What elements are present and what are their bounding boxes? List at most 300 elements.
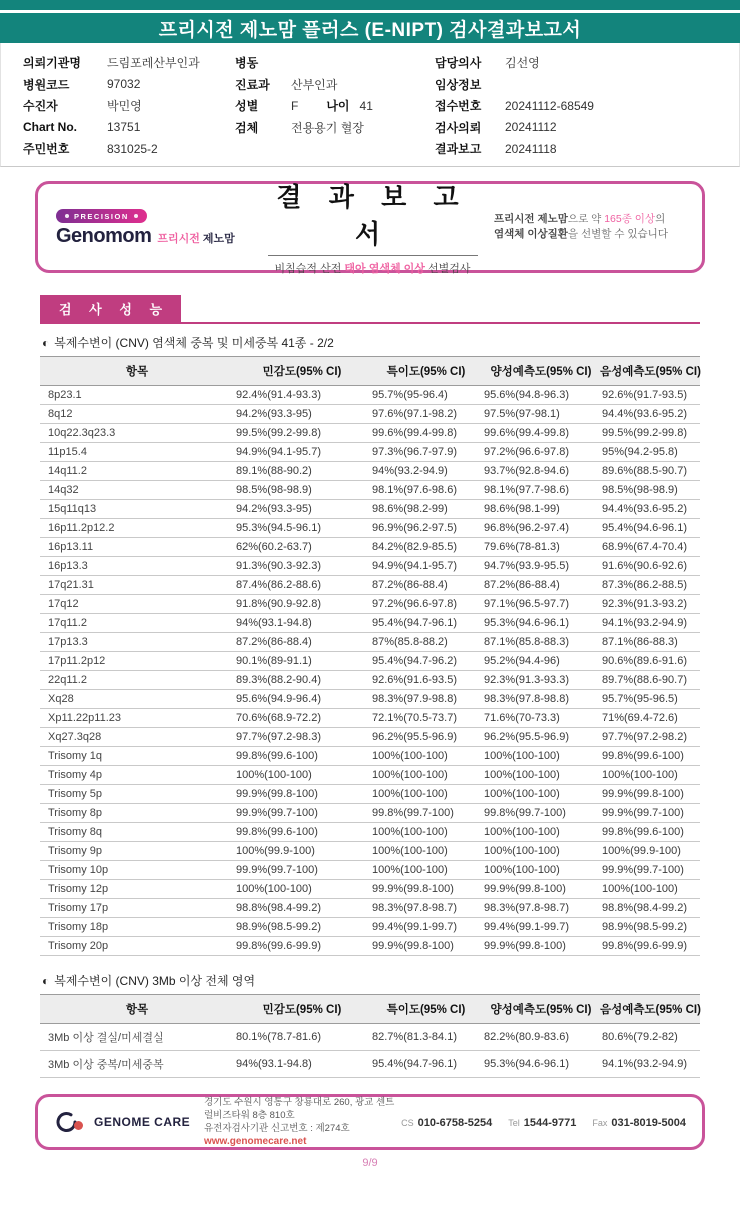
info-field	[23, 140, 158, 157]
info-row	[23, 74, 235, 96]
info-row	[23, 138, 235, 160]
note-bold-2: 염색체 이상질환	[494, 227, 568, 240]
field-label: 성별	[235, 99, 259, 114]
footer-address: 경기도 수원시 영통구 창룡대로 260, 광교 센트럴비즈타워 8층 810호	[204, 1096, 395, 1121]
info-field	[23, 76, 140, 93]
value-cell: 94%(93.1-94.8)	[234, 1050, 370, 1077]
value-cell: 82.2%(80.9-83.6)	[482, 1023, 600, 1050]
table-row	[40, 480, 700, 499]
table-row	[40, 765, 700, 784]
value-cell: 99.8%(99.6-100)	[600, 822, 700, 841]
value-cell: 62%(60.2-63.7)	[234, 537, 370, 556]
info-field	[23, 54, 200, 71]
info-field	[435, 140, 557, 157]
column-header: 항목	[40, 356, 234, 385]
info-field	[435, 97, 594, 114]
value-cell: 84.2%(82.9-85.5)	[370, 537, 482, 556]
item-cell: 17q12	[40, 594, 234, 613]
info-field	[435, 76, 505, 93]
table-row	[40, 499, 700, 518]
value-cell: 100%(100-100)	[482, 765, 600, 784]
column-header: 양성예측도(95% CI)	[482, 994, 600, 1023]
value-cell: 97.7%(97.2-98.2)	[600, 727, 700, 746]
field-value: 박민영	[107, 99, 142, 114]
precision-badge	[56, 209, 147, 223]
value-cell: 100%(99.9-100)	[234, 841, 370, 860]
value-cell: 90.6%(89.6-91.6)	[600, 651, 700, 670]
value-cell: 98.5%(98-98.9)	[234, 480, 370, 499]
value-cell: 98.1%(97.6-98.6)	[370, 480, 482, 499]
value-cell: 96.8%(96.2-97.4)	[482, 518, 600, 537]
value-cell: 98.6%(98.1-99)	[482, 499, 600, 518]
badge-dot-icon	[65, 214, 69, 218]
item-cell: Trisomy 20p	[40, 936, 234, 955]
table-row	[40, 708, 700, 727]
contact-label: Fax	[592, 1117, 608, 1128]
item-cell: Trisomy 5p	[40, 784, 234, 803]
value-cell: 97.1%(96.5-97.7)	[482, 594, 600, 613]
field-label: 수진자	[23, 99, 58, 114]
column-header: 특이도(95% CI)	[370, 994, 482, 1023]
table-row	[40, 575, 700, 594]
cnv-performance-table	[40, 356, 700, 956]
item-cell: Xp11.22p11.23	[40, 708, 234, 727]
value-cell: 99.9%(99.8-100)	[482, 879, 600, 898]
value-cell: 99.9%(99.8-100)	[600, 784, 700, 803]
value-cell: 95.3%(94.6-96.1)	[482, 613, 600, 632]
table-row	[40, 518, 700, 537]
value-cell: 89.6%(88.5-90.7)	[600, 461, 700, 480]
item-cell: 14q11.2	[40, 461, 234, 480]
info-field	[23, 97, 142, 114]
info-row	[435, 95, 725, 117]
value-cell: 97.2%(96.6-97.8)	[370, 594, 482, 613]
value-cell: 82.7%(81.3-84.1)	[370, 1023, 482, 1050]
report-title: 프리시전 제노맘 플러스 (E-NIPT) 검사결과보고서	[158, 19, 582, 41]
info-field	[23, 120, 140, 134]
footer-box	[35, 1094, 705, 1150]
table-row	[40, 841, 700, 860]
info-field	[235, 54, 291, 71]
value-cell: 97.7%(97.2-98.3)	[234, 727, 370, 746]
value-cell: 99.9%(99.7-100)	[234, 803, 370, 822]
patient-info-col-1	[23, 52, 235, 160]
item-cell: 8q12	[40, 404, 234, 423]
value-cell: 100%(100-100)	[600, 879, 700, 898]
patient-info-panel	[0, 43, 740, 167]
top-accent-strip	[0, 0, 740, 10]
table-row	[40, 1023, 700, 1050]
genomom-wordmark	[56, 225, 251, 248]
contact-item	[508, 1113, 576, 1131]
value-cell: 99.9%(99.7-100)	[600, 803, 700, 822]
value-cell: 93.7%(92.8-94.6)	[482, 461, 600, 480]
contact-label: CS	[401, 1117, 414, 1128]
item-cell: 17p13.3	[40, 632, 234, 651]
table-row	[40, 803, 700, 822]
note-bold-1: 프리시전 제노맘	[494, 212, 568, 225]
field-value: 97032	[107, 77, 141, 92]
info-field	[235, 119, 364, 136]
item-cell: 14q32	[40, 480, 234, 499]
value-cell: 95.4%(94.6-96.1)	[600, 518, 700, 537]
value-cell: 79.6%(78-81.3)	[482, 537, 600, 556]
value-cell: 97.3%(96.7-97.9)	[370, 442, 482, 461]
genomom-wordmark-en: Genomom	[56, 225, 152, 247]
value-cell: 96.9%(96.2-97.5)	[370, 518, 482, 537]
value-cell: 99.9%(99.8-100)	[234, 784, 370, 803]
value-cell: 94.9%(94.1-95.7)	[234, 442, 370, 461]
table-row	[40, 537, 700, 556]
table-row	[40, 1050, 700, 1077]
contact-value: 1544-9771	[523, 1116, 577, 1129]
value-cell: 95.4%(94.7-96.1)	[370, 613, 482, 632]
item-cell: 11p15.4	[40, 442, 234, 461]
value-cell: 99.9%(99.7-100)	[234, 860, 370, 879]
note-end-2: 을 선별할 수 있습니다	[567, 227, 668, 240]
value-cell: 100%(100-100)	[482, 841, 600, 860]
result-report-subtitle	[251, 260, 494, 276]
table-row	[40, 670, 700, 689]
value-cell: 94%(93.1-94.8)	[234, 613, 370, 632]
value-cell: 94.9%(94.1-95.7)	[370, 556, 482, 575]
field-value: 드림포레산부인과	[107, 56, 200, 71]
value-cell: 80.1%(78.7-81.6)	[234, 1023, 370, 1050]
patient-info-col-2	[235, 52, 435, 160]
item-cell: 17p11.2p12	[40, 651, 234, 670]
footer-contacts	[401, 1113, 686, 1131]
table-row	[40, 860, 700, 879]
value-cell: 100%(100-100)	[370, 822, 482, 841]
field-label: 병원코드	[23, 77, 70, 92]
note-mid-1: 으로 약	[567, 212, 605, 225]
field-label: 진료과	[235, 77, 270, 92]
table-row	[40, 442, 700, 461]
value-cell: 94.7%(93.9-95.5)	[482, 556, 600, 575]
field-value: 20241118	[505, 141, 557, 156]
value-cell: 91.8%(90.9-92.8)	[234, 594, 370, 613]
value-cell: 95%(94.2-95.8)	[600, 442, 700, 461]
value-cell: 98.3%(97.8-98.7)	[482, 898, 600, 917]
value-cell: 98.3%(97.9-98.8)	[370, 689, 482, 708]
footer-address-block	[204, 1096, 401, 1148]
table-row	[40, 689, 700, 708]
value-cell: 99.6%(99.4-99.8)	[482, 423, 600, 442]
value-cell: 99.9%(99.8-100)	[370, 936, 482, 955]
value-cell: 96.2%(95.5-96.9)	[370, 727, 482, 746]
value-cell: 94%(93.2-94.9)	[370, 461, 482, 480]
value-cell: 100%(100-100)	[482, 822, 600, 841]
table-row	[40, 898, 700, 917]
column-header: 양성예측도(95% CI)	[482, 356, 600, 385]
item-cell: 15q11q13	[40, 499, 234, 518]
info-field	[435, 119, 557, 136]
field-value: 산부인과	[291, 77, 338, 92]
column-header: 특이도(95% CI)	[370, 356, 482, 385]
field-label: 병동	[235, 56, 259, 71]
value-cell: 87.3%(86.2-88.5)	[600, 575, 700, 594]
page-number: 9/9	[362, 1156, 378, 1169]
genomecare-logo-text: GENOME CARE	[94, 1114, 191, 1129]
title-divider	[268, 255, 478, 256]
value-cell: 68.9%(67.4-70.4)	[600, 537, 700, 556]
item-cell: 16p11.2p12.2	[40, 518, 234, 537]
column-header: 음성예측도(95% CI)	[600, 994, 700, 1023]
info-row	[235, 74, 435, 96]
value-cell: 96.2%(95.5-96.9)	[482, 727, 600, 746]
item-cell: Trisomy 18p	[40, 917, 234, 936]
value-cell: 89.3%(88.2-90.4)	[234, 670, 370, 689]
value-cell: 87%(85.8-88.2)	[370, 632, 482, 651]
value-cell: 99.4%(99.1-99.7)	[370, 917, 482, 936]
field-label: 나이	[326, 99, 350, 114]
value-cell: 95.7%(95-96.5)	[600, 689, 700, 708]
value-cell: 100%(100-100)	[600, 765, 700, 784]
value-cell: 99.9%(99.8-100)	[370, 879, 482, 898]
value-cell: 94.1%(93.2-94.9)	[600, 613, 700, 632]
cnv-3mb-caption	[42, 972, 740, 989]
info-row	[435, 138, 725, 160]
field-label: 결과보고	[435, 142, 482, 157]
table-header-row	[40, 356, 700, 385]
value-cell: 94.2%(93.3-95)	[234, 404, 370, 423]
value-cell: 99.9%(99.8-100)	[482, 936, 600, 955]
info-row	[435, 117, 725, 139]
table-row	[40, 385, 700, 404]
report-title-bar	[0, 13, 740, 43]
column-header: 민감도(95% CI)	[234, 356, 370, 385]
info-row	[235, 117, 435, 139]
table-row	[40, 936, 700, 955]
value-cell: 97.5%(97-98.1)	[482, 404, 600, 423]
value-cell: 71.6%(70-73.3)	[482, 708, 600, 727]
value-cell: 98.1%(97.7-98.6)	[482, 480, 600, 499]
section-header-performance	[40, 295, 700, 324]
field-value: 20241112	[505, 120, 557, 135]
value-cell: 87.2%(86-88.4)	[234, 632, 370, 651]
report-header-center	[251, 177, 494, 276]
item-cell: Trisomy 4p	[40, 765, 234, 784]
field-label: 주민번호	[23, 142, 70, 157]
value-cell: 91.6%(90.6-92.6)	[600, 556, 700, 575]
half-circle-bullet-icon: ◐	[42, 335, 50, 350]
item-cell: 22q11.2	[40, 670, 234, 689]
contact-value: 031-8019-5004	[611, 1116, 686, 1129]
genomom-wordmark-ko-pink: 프리시전	[157, 233, 200, 245]
value-cell: 99.8%(99.6-100)	[600, 746, 700, 765]
info-row	[435, 74, 725, 96]
genomom-wordmark-ko-dark: 제노맘	[202, 233, 235, 245]
value-cell: 72.1%(70.5-73.7)	[370, 708, 482, 727]
value-cell: 92.3%(91.3-93.2)	[600, 594, 700, 613]
info-row	[235, 95, 435, 117]
value-cell: 99.8%(99.7-100)	[370, 803, 482, 822]
value-cell: 100%(100-100)	[482, 784, 600, 803]
value-cell: 92.3%(91.3-93.3)	[482, 670, 600, 689]
field-label: 검체	[235, 120, 259, 135]
info-field	[435, 54, 540, 71]
value-cell: 99.6%(99.4-99.8)	[370, 423, 482, 442]
value-cell: 95.2%(94.4-96)	[482, 651, 600, 670]
value-cell: 98.3%(97.8-98.7)	[370, 898, 482, 917]
value-cell: 95.6%(94.9-96.4)	[234, 689, 370, 708]
subtitle-prefix: 비침습적 산전	[274, 263, 345, 275]
value-cell: 87.2%(86-88.4)	[370, 575, 482, 594]
info-row	[23, 52, 235, 74]
value-cell: 100%(100-100)	[370, 784, 482, 803]
table-row	[40, 404, 700, 423]
table-row	[40, 917, 700, 936]
genomom-logo	[56, 205, 251, 248]
table-row	[40, 879, 700, 898]
item-cell: 3Mb 이상 중복/미세중복	[40, 1050, 234, 1077]
cnv-duplication-caption	[42, 334, 740, 351]
item-cell: Trisomy 12p	[40, 879, 234, 898]
value-cell: 99.8%(99.6-99.9)	[234, 936, 370, 955]
item-cell: 10q22.3q23.3	[40, 423, 234, 442]
item-cell: 8p23.1	[40, 385, 234, 404]
item-cell: 16p13.11	[40, 537, 234, 556]
value-cell: 92.6%(91.7-93.5)	[600, 385, 700, 404]
value-cell: 80.6%(79.2-82)	[600, 1023, 700, 1050]
genomecare-logo	[54, 1109, 204, 1135]
value-cell: 71%(69.4-72.6)	[600, 708, 700, 727]
value-cell: 100%(100-100)	[482, 746, 600, 765]
item-cell: Trisomy 10p	[40, 860, 234, 879]
field-value: 전용용기 혈장	[291, 120, 364, 135]
note-end-1: 의	[655, 212, 666, 225]
column-header: 음성예측도(95% CI)	[600, 356, 700, 385]
report-header-note	[494, 212, 684, 242]
value-cell: 94.4%(93.6-95.2)	[600, 499, 700, 518]
value-cell: 100%(100-100)	[234, 879, 370, 898]
info-row	[435, 52, 725, 74]
value-cell: 100%(100-100)	[234, 765, 370, 784]
field-label: 의뢰기관명	[23, 56, 81, 71]
value-cell: 94.2%(93.3-95)	[234, 499, 370, 518]
result-report-title: 결 과 보 고 서	[276, 182, 469, 249]
item-cell: Trisomy 9p	[40, 841, 234, 860]
item-cell: Xq27.3q28	[40, 727, 234, 746]
value-cell: 99.8%(99.6-99.9)	[600, 936, 700, 955]
table-row	[40, 746, 700, 765]
value-cell: 95.4%(94.7-96.2)	[370, 651, 482, 670]
value-cell: 95.3%(94.6-96.1)	[482, 1050, 600, 1077]
caption-text: 복제수변이 (CNV) 3Mb 이상 전체 영역	[54, 973, 256, 988]
value-cell: 87.4%(86.2-88.6)	[234, 575, 370, 594]
value-cell: 92.4%(91.4-93.3)	[234, 385, 370, 404]
table-row	[40, 727, 700, 746]
half-circle-bullet-icon: ◐	[42, 973, 50, 988]
patient-info-col-3	[435, 52, 725, 160]
value-cell: 98.3%(97.8-98.8)	[482, 689, 600, 708]
value-cell: 95.7%(95-96.4)	[370, 385, 482, 404]
value-cell: 98.6%(98.2-99)	[370, 499, 482, 518]
info-row	[23, 95, 235, 117]
value-cell: 99.5%(99.2-99.8)	[600, 423, 700, 442]
value-cell: 98.5%(98-98.9)	[600, 480, 700, 499]
info-field	[235, 97, 298, 114]
table-row	[40, 556, 700, 575]
item-cell: Trisomy 1q	[40, 746, 234, 765]
value-cell: 91.3%(90.3-92.3)	[234, 556, 370, 575]
note-pink-1: 165종 이상	[604, 212, 656, 225]
table-row	[40, 423, 700, 442]
item-cell: 17q11.2	[40, 613, 234, 632]
table-row	[40, 613, 700, 632]
contact-label: Tel	[508, 1117, 520, 1128]
field-label: 담당의사	[435, 56, 482, 71]
genomecare-logo-icon	[54, 1109, 88, 1135]
table-row	[40, 632, 700, 651]
note-line-2	[494, 227, 684, 242]
value-cell: 94.1%(93.2-94.9)	[600, 1050, 700, 1077]
item-cell: Xq28	[40, 689, 234, 708]
value-cell: 89.1%(88-90.2)	[234, 461, 370, 480]
item-cell: Trisomy 17p	[40, 898, 234, 917]
field-value: 20241112-68549	[505, 98, 594, 113]
value-cell: 92.6%(91.6-93.5)	[370, 670, 482, 689]
field-label: Chart No.	[23, 120, 77, 135]
field-value: F	[291, 98, 299, 113]
info-field	[326, 97, 373, 114]
info-row	[235, 52, 435, 74]
field-value: 김선영	[505, 56, 540, 71]
field-label: 접수번호	[435, 99, 482, 114]
column-header: 항목	[40, 994, 234, 1023]
contact-item	[401, 1113, 492, 1131]
value-cell: 98.9%(98.5-99.2)	[600, 917, 700, 936]
info-field	[235, 76, 337, 93]
value-cell: 95.6%(94.8-96.3)	[482, 385, 600, 404]
table-row	[40, 461, 700, 480]
value-cell: 97.2%(96.6-97.8)	[482, 442, 600, 461]
table-row	[40, 784, 700, 803]
item-cell: 3Mb 이상 결실/미세결실	[40, 1023, 234, 1050]
value-cell: 87.1%(86-88.3)	[600, 632, 700, 651]
value-cell: 98.8%(98.4-99.2)	[600, 898, 700, 917]
value-cell: 99.8%(99.6-100)	[234, 746, 370, 765]
value-cell: 97.6%(97.1-98.2)	[370, 404, 482, 423]
value-cell: 99.8%(99.7-100)	[482, 803, 600, 822]
item-cell: 17q21.31	[40, 575, 234, 594]
footer-website-link[interactable]: www.genomecare.net	[204, 1135, 307, 1147]
subtitle-suffix: 선별검사	[424, 263, 471, 275]
cnv-3mb-table	[40, 994, 700, 1078]
value-cell: 95.3%(94.5-96.1)	[234, 518, 370, 537]
value-cell: 100%(100-100)	[370, 765, 482, 784]
result-report-header-box	[35, 181, 705, 273]
section-title: 검 사 성 능	[40, 295, 181, 322]
value-cell: 100%(100-100)	[370, 746, 482, 765]
note-line-1	[494, 212, 684, 227]
value-cell: 89.7%(88.6-90.7)	[600, 670, 700, 689]
value-cell: 100%(100-100)	[482, 860, 600, 879]
item-cell: Trisomy 8p	[40, 803, 234, 822]
precision-badge-label: PRECISION	[74, 211, 129, 221]
value-cell: 98.9%(98.5-99.2)	[234, 917, 370, 936]
field-label: 검사의뢰	[435, 120, 482, 135]
field-label: 임상정보	[435, 77, 482, 92]
contact-value: 010-6758-5254	[417, 1116, 493, 1129]
table-row	[40, 822, 700, 841]
table-row	[40, 594, 700, 613]
value-cell: 87.1%(85.8-88.3)	[482, 632, 600, 651]
value-cell: 100%(99.9-100)	[600, 841, 700, 860]
table-header-row	[40, 994, 700, 1023]
item-cell: Trisomy 8q	[40, 822, 234, 841]
field-value: 41	[359, 98, 373, 113]
